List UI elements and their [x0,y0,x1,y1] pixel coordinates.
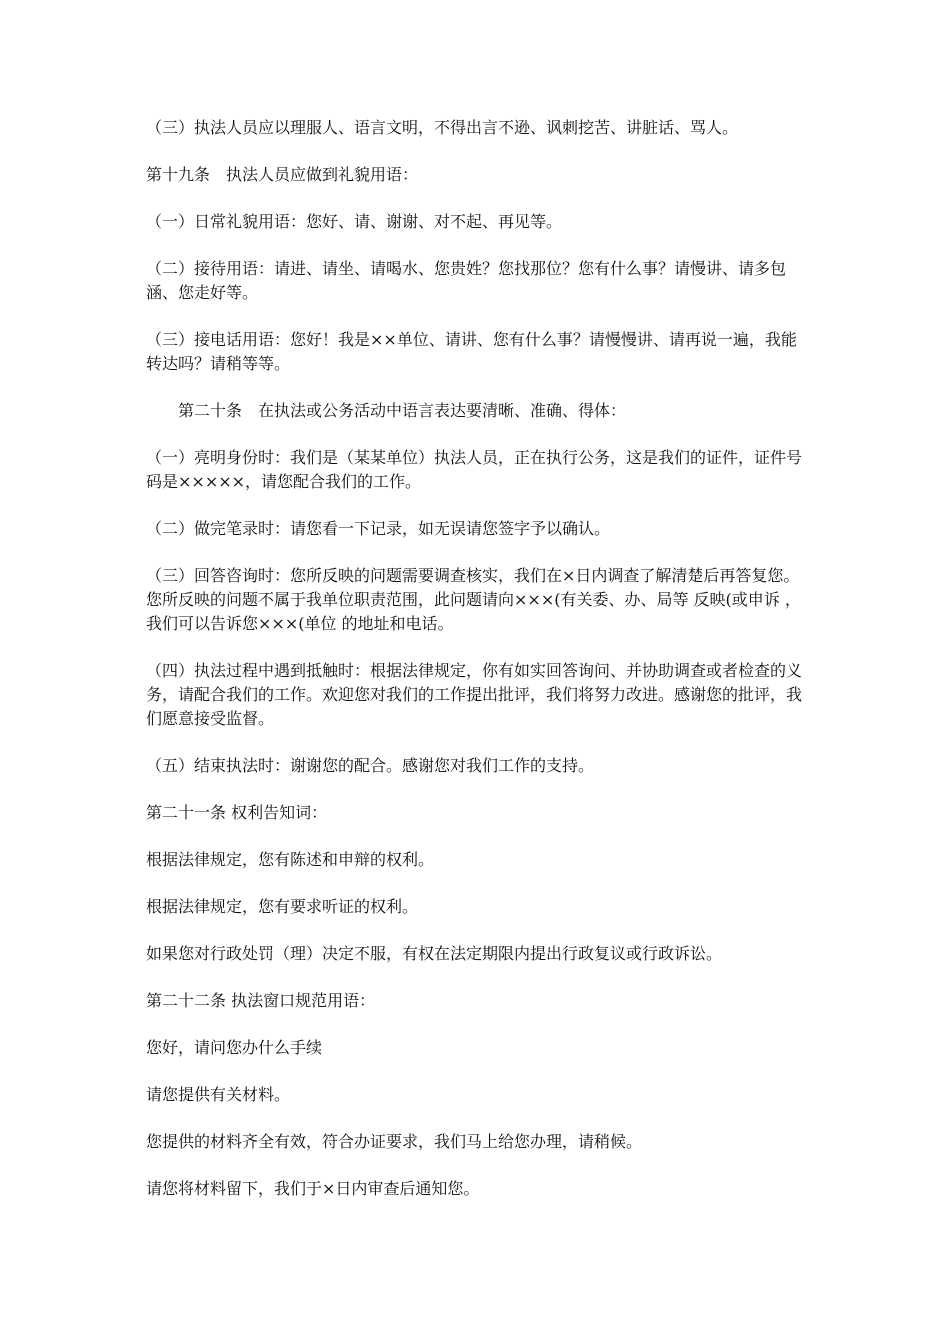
paragraph-provide-materials: 请您提供有关材料。 [146,1085,291,1104]
article-19-heading: 第十九条 执法人员应做到礼貌用语： [146,165,419,184]
paragraph-reception-language: （二）接待用语：请进、请坐、请喝水、您贵姓？您找那位？您有什么事？请慢讲、请多包涵、您走好等。 [146,259,787,302]
paragraph-leave-materials: 请您将材料留下，我们于×日内审查后通知您。 [146,1179,480,1198]
paragraph-materials-valid: 您提供的材料齐全有效，符合办证要求，我们马上给您办理，请稍候。 [146,1132,643,1151]
article-22-heading: 第二十二条 执法窗口规范用语： [146,991,376,1010]
article-21-heading: 第二十一条 权利告知词： [146,803,328,822]
paragraph-window-greeting: 您好，请问您办什么手续 [146,1038,323,1057]
paragraph-appeal-right: 如果您对行政处罚（理）决定不服，有权在法定期限内提出行政复议或行政诉讼。 [146,944,723,963]
paragraph-daily-courtesy: （一）日常礼貌用语：您好、请、谢谢、对不起、再见等。 [146,212,563,231]
paragraph-hearing-right: 根据法律规定，您有要求听证的权利。 [146,897,419,916]
article-20-heading: 第二十条 在执法或公务活动中语言表达要清晰、准确、得体： [178,401,627,420]
paragraph-consultation-answer: （三）回答咨询时：您所反映的问题需要调查核实，我们在×日内调查了解清楚后再答复您。您所反映的问题不属于我单位职责范围，此问题请向×××(有关委、办、局等 反映(或申诉 ，我们可以告诉您×××(单位 的地址和电话。 [146,566,801,633]
paragraph-phone-language: （三）接电话用语：您好！我是××单位、请讲、您有什么事？请慢慢讲、请再说一遍，我能转达吗？请稍等等。 [146,330,797,373]
paragraph-statement-right: 根据法律规定，您有陈述和申辩的权利。 [146,850,435,869]
paragraph-identity: （一）亮明身份时：我们是（某某单位）执法人员，正在执行公务，这是我们的证件，证件号码是×××××，请您配合我们的工作。 [146,448,803,491]
paragraph-item-3-civil-language: （三）执法人员应以理服人、语言文明，不得出言不逊、讽刺挖苦、讲脏话、骂人。 [146,118,739,137]
paragraph-end-enforcement: （五）结束执法时：谢谢您的配合。感谢您对我们工作的支持。 [146,756,595,775]
paragraph-resistance-response: （四）执法过程中遇到抵触时：根据法律规定，你有如实回答询问、并协助调查或者检查的义务，请配合我们的工作。欢迎您对我们的工作提出批评，我们将努力改进。感谢您的批评，我们愿意接受监督。 [146,661,803,728]
paragraph-record-confirmation: （二）做完笔录时：请您看一下记录，如无误请您签字予以确认。 [146,519,611,538]
